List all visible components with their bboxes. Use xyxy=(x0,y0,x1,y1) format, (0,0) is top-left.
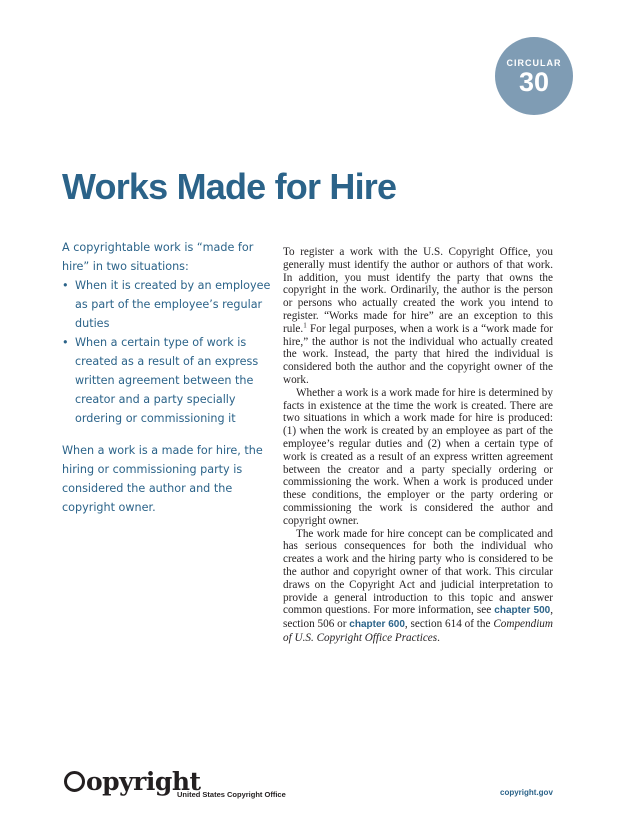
list-item-text: When a certain type of work is created as a result of an express written agreement between the creator and a party specially ordering or commissioning it xyxy=(75,336,259,425)
circular-number: 30 xyxy=(518,67,550,97)
sidebar-summary: When a work is a made for hire, the hiring or commissioning party is considered the author and the copyright owner. xyxy=(62,444,263,514)
website-link[interactable]: copyright.gov xyxy=(500,788,553,797)
compendium-title: Compendium of U.S. Copyright Office Practices xyxy=(283,618,553,644)
paragraph-2: Whether a work is a work made for hire is determined by facts in existence at the time the work is created. There are two situations in which a work made for hire is produced: (1) when the work is created by an employee as part of the employee’s regular duties and (2) when a certain type of work is created as a result of an express written agreement between the creator and a party specially ordering or commissioning the work. When a work is produced under these conditions, the employer or the party ordering or commissioning the work is considered the author and copyright owner. xyxy=(283,386,553,527)
chapter-600-link[interactable]: chapter 600 xyxy=(349,619,405,631)
list-item-text: When it is created by an employee as part of the employee’s regular duties xyxy=(75,279,271,330)
chapter-500-link[interactable]: chapter 500 xyxy=(494,605,551,617)
paragraph-1-continued: For legal purposes, when a work is a “work made for hire,” the author is not the individual who actually created the work. Instead, the party that hired the individual is considered both the author and the copyright owner of the work. xyxy=(283,322,553,386)
paragraph-3 xyxy=(283,528,553,645)
bullet-icon: • xyxy=(62,336,69,349)
paragraph-1-text: To register a work with the U.S. Copyright Office, you generally must identify the author or authors of that work. In addition, you must identify the party that owns the copyright in the work. Ordinarily, the author is the person or persons who actually created the work you intend to register. “Works made for hire” are an exception to this rule. xyxy=(283,246,553,335)
page-title: Works Made for Hire xyxy=(62,166,397,207)
footnote-mark[interactable]: 1 xyxy=(303,321,307,330)
office-name: United States Copyright Office xyxy=(177,790,286,799)
list-item xyxy=(62,276,272,333)
situation-list xyxy=(62,276,272,428)
circular-label: CIRCULAR xyxy=(506,58,562,68)
paragraph-3-end: . xyxy=(437,631,440,644)
sidebar-intro: A copyrightable work is “made for hire” in two situations: xyxy=(62,241,254,273)
logo-text: opyright xyxy=(86,767,201,796)
paragraph-3-text-a: The work made for hire concept can be complicated and has serious consequences for both the individual who creates a work and the hiring party who is considered to be the author and copyright owner of that work. This circular draws on the Copyright Act and judicial interpretation to provide a general introduction to this topic and answer common questions. For more information, see xyxy=(283,527,553,617)
circular-badge xyxy=(495,37,573,115)
summary-sidebar xyxy=(62,238,272,517)
paragraph-3-text-c: , section 614 of the xyxy=(404,618,494,631)
paragraph-3-text-b: , section 506 or xyxy=(283,604,553,631)
bullet-icon: • xyxy=(62,279,69,292)
list-item xyxy=(62,333,272,428)
copyright-c-icon xyxy=(64,771,85,792)
main-text xyxy=(283,246,553,645)
paragraph-1 xyxy=(283,246,553,387)
